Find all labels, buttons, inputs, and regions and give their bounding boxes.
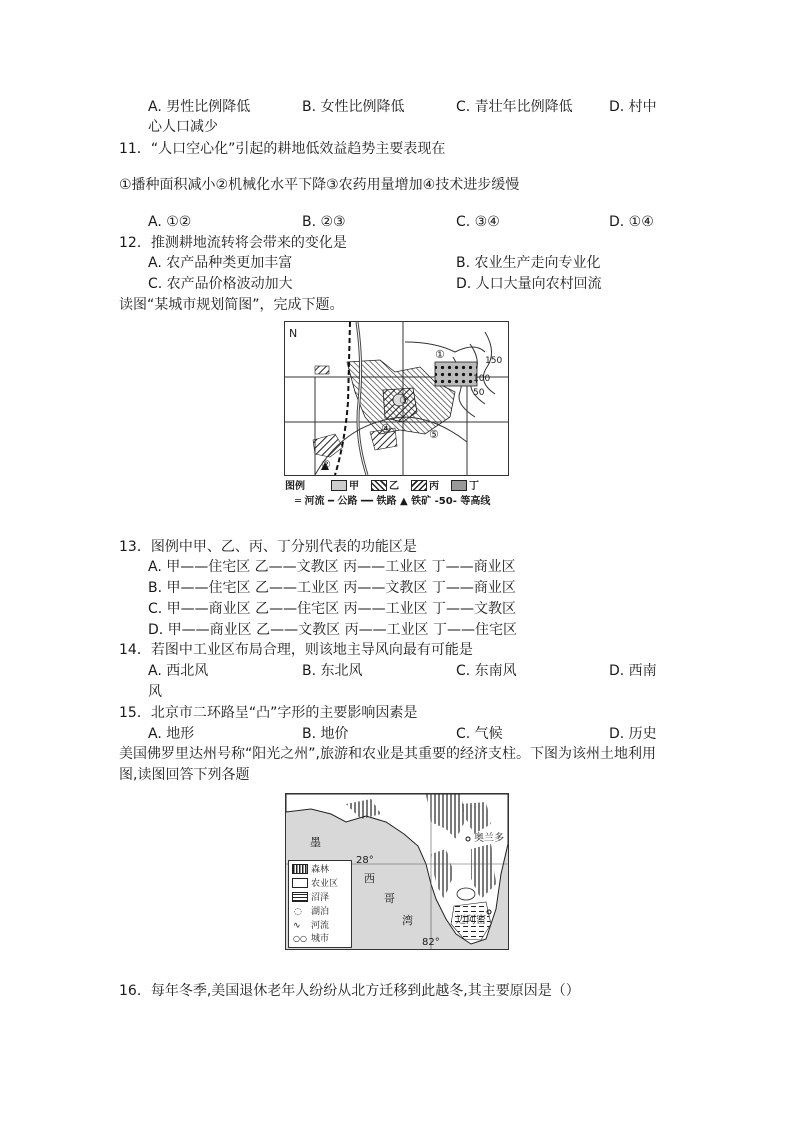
label-long-82: 82° [422, 937, 440, 948]
legend-swamp-swatch [292, 892, 308, 902]
q14-option-d-wrap: 风 [148, 684, 162, 700]
city-icon: ○○ [293, 934, 307, 943]
q15-option-d: D. 历史 [609, 726, 657, 742]
q11-statements: ①播种面积减小②机械化水平下降③农药用量增加④技术进步缓慢 [119, 177, 520, 193]
north-arrow-label: N [289, 327, 298, 340]
contour-50: 50 [473, 388, 485, 398]
contour-100: 100 [473, 374, 491, 384]
q14-stem: 14．若图中工业区布局合理，则该地主导风向最有可能是 [119, 642, 473, 658]
legend-river: 河流 [311, 921, 330, 931]
q15-option-a: A. 地形 [148, 726, 195, 742]
label-orlando: 奥兰多 [474, 833, 504, 844]
q15-option-b: B. 地价 [302, 726, 349, 742]
q15-option-c: C. 气候 [456, 726, 503, 742]
label-miami: 迈阿密 [456, 915, 486, 926]
city-planning-map [284, 321, 509, 476]
label-wan: 湾 [402, 914, 413, 927]
intro-city-map: 读图“某城市规划简图”，完成下题。 [119, 297, 344, 313]
legend-jia: 甲 [349, 481, 359, 492]
legend-forest-swatch [292, 864, 308, 874]
q13-option-a: A. 甲——住宅区 乙——文教区 丙——工业区 丁——商业区 [148, 559, 516, 575]
q14-option-b: B. 东北风 [302, 663, 363, 679]
label-mo: 墨 [310, 836, 321, 849]
q13-option-b: B. 甲——住宅区 乙——工业区 丙——文教区 丁——商业区 [148, 580, 516, 596]
q13-option-d: D. 甲——商业区 乙——文教区 丙——工业区 丁——住宅区 [148, 622, 518, 638]
label-lat-28: 28° [356, 855, 374, 866]
legend-bing: 丙 [429, 481, 439, 492]
lake-icon: ◌ [294, 907, 302, 917]
q14-option-a: A. 西北风 [148, 663, 209, 679]
legend-yi: 乙 [389, 481, 399, 492]
q12-stem: 12．推测耕地流转将会带来的变化是 [119, 235, 347, 251]
legend-swamp: 沼泽 [311, 893, 330, 903]
q10-option-d-wrap: 心人口减少 [148, 119, 218, 135]
legend-title: 图例 [285, 481, 305, 492]
legend-agri-swatch [292, 878, 308, 888]
point-4: ④ [381, 422, 391, 435]
q16-stem: 16．每年冬季,美国退休老年人纷纷从北方迁移到此越冬,其主要原因是（） [119, 983, 580, 999]
q15-stem: 15．北京市二环路呈“凸”字形的主要影响因素是 [119, 705, 418, 721]
q12-option-c: C. 农产品价格波动加大 [148, 276, 293, 292]
q10-option-a: A. 男性比例降低 [148, 99, 251, 115]
legend-forest: 森林 [311, 865, 330, 875]
intro-florida-line1: 美国佛罗里达州号称“阳光之州”,旅游和农业是其重要的经济支柱。下图为该州土地利用 [119, 746, 656, 762]
point-3: ③ [399, 394, 409, 407]
q10-option-d: D. 村中 [609, 99, 657, 115]
point-1: ① [435, 348, 445, 361]
q11-option-d: D. ①④ [609, 214, 654, 230]
legend-city: 城市 [311, 934, 330, 944]
legend-line2: ═ 河流 ━ 公路 ━━ 铁路 ▲ 铁矿 -50- 等高线 [295, 496, 491, 507]
q14-option-d: D. 西南 [609, 663, 657, 679]
q14-option-c: C. 东南风 [456, 663, 517, 679]
florida-land-use-map [285, 793, 509, 950]
q12-option-d: D. 人口大量向农村回流 [456, 276, 602, 292]
q13-option-c: C. 甲——商业区 乙——住宅区 丙——工业区 丁——文教区 [148, 601, 517, 617]
intro-florida-line2: 图,读图回答下列各题 [119, 767, 250, 783]
legend-swatch-bing [411, 480, 427, 491]
contour-150: 150 [485, 356, 503, 366]
legend-swatch-yi [371, 480, 387, 491]
q11-stem: 11．“人口空心化”引起的耕地低效益趋势主要表现在 [119, 141, 446, 157]
legend-ding: 丁 [469, 481, 479, 492]
q13-stem: 13．图例中甲、乙、丙、丁分别代表的功能区是 [119, 539, 417, 555]
legend-swatch-ding [451, 480, 467, 491]
point-2: ② [321, 458, 331, 471]
q12-option-a: A. 农产品种类更加丰富 [148, 255, 293, 271]
florida-legend [288, 860, 352, 948]
q11-option-a: A. ①② [148, 214, 192, 230]
point-5: ⑤ [429, 428, 439, 441]
q11-option-c: C. ③④ [456, 214, 500, 230]
label-xi: 西 [364, 872, 375, 885]
legend-swatch-jia [331, 480, 347, 491]
legend-agri: 农业区 [311, 879, 339, 889]
q10-option-b: B. 女性比例降低 [302, 99, 405, 115]
q12-option-b: B. 农业生产走向专业化 [456, 255, 601, 271]
legend-lake: 湖泊 [311, 907, 330, 917]
q11-option-b: B. ②③ [302, 214, 346, 230]
label-ge: 哥 [384, 892, 395, 905]
q10-option-c: C. 青壮年比例降低 [456, 99, 573, 115]
river-icon: ∿ [293, 921, 301, 931]
city-map-legend [285, 476, 515, 508]
